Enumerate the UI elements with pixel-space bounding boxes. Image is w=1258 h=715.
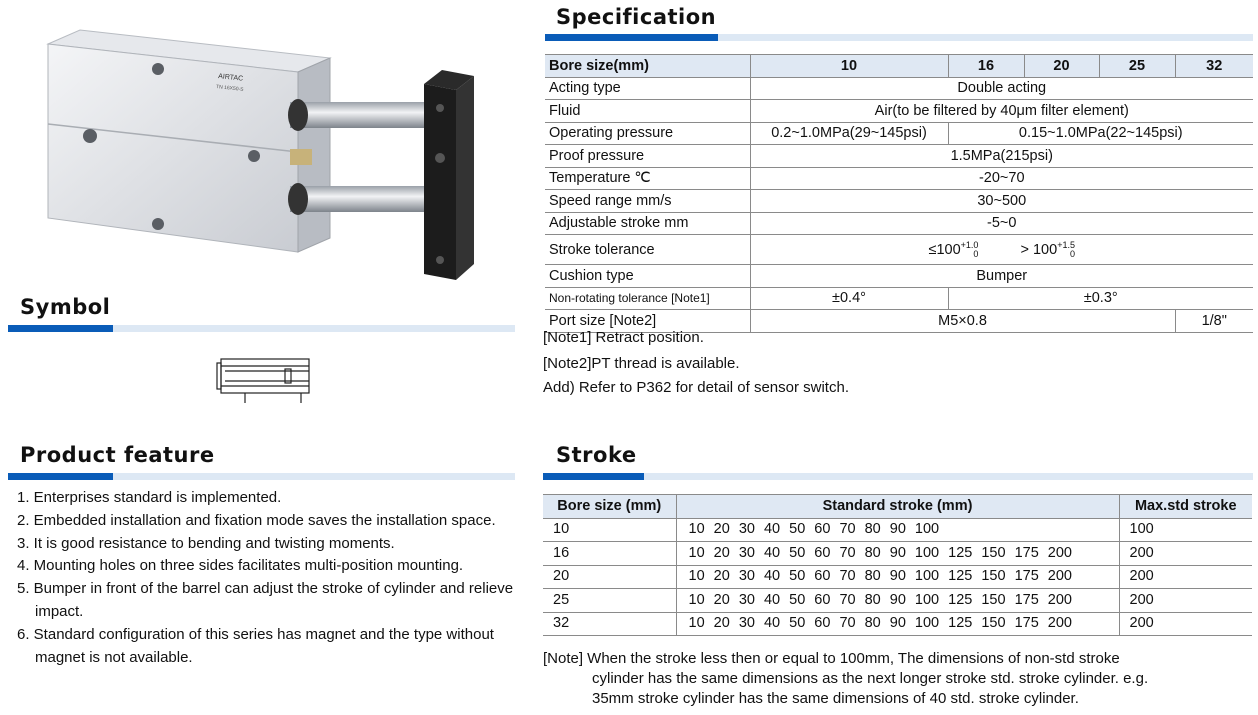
- brand-label: AIRTAC: [217, 73, 244, 83]
- stroke-values: 10 20 30 40 50 60 70 80 90 100 125 150 175 200: [676, 589, 1119, 613]
- spec-label: Adjustable stroke mm: [545, 212, 750, 235]
- stroke-bore: 20: [543, 565, 676, 589]
- stroke-header-cell: Max.std stroke: [1119, 495, 1252, 519]
- spec-row: [545, 145, 1253, 168]
- stroke-note-line: cylinder has the same dimensions as the next longer stroke std. stroke cylinder. e.g.: [592, 670, 1149, 687]
- spec-value: 0.2~1.0MPa(29~145psi): [750, 122, 948, 145]
- stroke-bore: 10: [543, 518, 676, 542]
- spec-header-cell: 16: [948, 55, 1024, 78]
- spec-value: Double acting: [750, 77, 1253, 100]
- tol-b-sub: 0: [1069, 249, 1075, 259]
- stroke-max: 200: [1119, 542, 1252, 566]
- spec-title: Specification: [556, 5, 717, 29]
- stroke-bore: 32: [543, 612, 676, 636]
- spec-table: [545, 54, 1253, 333]
- stroke-row: [543, 612, 1252, 636]
- spec-header-cell: Bore size(mm): [545, 55, 750, 78]
- spec-header-row: [545, 55, 1253, 78]
- spec-row: [545, 167, 1253, 190]
- spec-row: [545, 212, 1253, 235]
- stroke-note-line: 35mm stroke cylinder has the same dimensions of 40 std. stroke cylinder.: [592, 690, 1079, 707]
- stroke-header-cell: Bore size (mm): [543, 495, 676, 519]
- stroke-row: [543, 518, 1252, 542]
- spec-value: -5~0: [750, 212, 1253, 235]
- spec-value: 0.15~1.0MPa(22~145psi): [948, 122, 1253, 145]
- spec-note: [Note2]PT thread is available.: [543, 355, 740, 372]
- feature-item: 5. Bumper in front of the barrel can adjust the stroke of cylinder and relieve impact.: [17, 580, 514, 620]
- tol-a-sub: 0: [973, 249, 979, 259]
- spec-label: Port size [Note2]: [545, 310, 750, 333]
- tol-a-sup: +1.0: [960, 240, 979, 250]
- spec-label: Speed range mm/s: [545, 190, 750, 213]
- spec-row: [545, 265, 1253, 288]
- spec-value: Air(to be filtered by 40μm filter element): [750, 100, 1253, 123]
- stroke-max: 100: [1119, 518, 1252, 542]
- stroke-values: 10 20 30 40 50 60 70 80 90 100 125 150 175 200: [676, 542, 1119, 566]
- spec-header-cell: 20: [1024, 55, 1099, 78]
- symbol-title: Symbol: [20, 295, 111, 319]
- spec-value: 1.5MPa(215psi): [750, 145, 1253, 168]
- spec-value: ±0.4°: [750, 287, 948, 310]
- spec-row: [545, 190, 1253, 213]
- spec-title-bar: [545, 34, 1253, 41]
- feature-item: 2. Embedded installation and fixation mode saves the installation space.: [17, 511, 496, 529]
- spec-note: [Note1] Retract position.: [543, 329, 704, 346]
- spec-value: ±0.3°: [948, 287, 1253, 310]
- spec-value: M5×0.8: [750, 310, 1175, 333]
- spec-header-cell: 25: [1099, 55, 1175, 78]
- spec-row: [545, 100, 1253, 123]
- spec-value: Bumper: [750, 265, 1253, 288]
- spec-label: Operating pressure: [545, 122, 750, 145]
- stroke-row: [543, 542, 1252, 566]
- spec-row: [545, 287, 1253, 310]
- stroke-table: [543, 494, 1252, 636]
- stroke-bore: 25: [543, 589, 676, 613]
- spec-value: [750, 235, 1253, 265]
- spec-value: 30~500: [750, 190, 1253, 213]
- spec-label: Cushion type: [545, 265, 750, 288]
- symbol-title-bar: [8, 325, 515, 332]
- spec-label: Temperature ℃: [545, 167, 750, 190]
- spec-row: [545, 122, 1253, 145]
- spec-label: Non-rotating tolerance [Note1]: [545, 287, 750, 310]
- stroke-max: 200: [1119, 565, 1252, 589]
- stroke-bore: 16: [543, 542, 676, 566]
- spec-label: Stroke tolerance: [545, 235, 750, 265]
- spec-header-cell: 32: [1175, 55, 1253, 78]
- spec-header-cell: 10: [750, 55, 948, 78]
- cylinder-symbol: [215, 357, 311, 405]
- spec-label: Fluid: [545, 100, 750, 123]
- stroke-note: [543, 649, 1255, 709]
- tol-b-sup: +1.5: [1057, 240, 1075, 250]
- stroke-max: 200: [1119, 612, 1252, 636]
- feature-item: 3. It is good resistance to bending and twisting moments.: [17, 534, 395, 552]
- stroke-note-line: [Note] When the stroke less then or equal to 100mm, The dimensions of non-std stroke: [543, 650, 1120, 667]
- stroke-header-row: [543, 495, 1252, 519]
- feature-item: 1. Enterprises standard is implemented.: [17, 489, 282, 506]
- spec-row: [545, 77, 1253, 100]
- spec-label: Proof pressure: [545, 145, 750, 168]
- spec-row: [545, 235, 1253, 265]
- stroke-row: [543, 589, 1252, 613]
- spec-value: -20~70: [750, 167, 1253, 190]
- stroke-header-cell: Standard stroke (mm): [676, 495, 1119, 519]
- stroke-title: Stroke: [556, 443, 637, 467]
- stroke-title-bar: [543, 473, 1253, 480]
- product-image: [40, 28, 480, 290]
- model-label: TN 16X50-S: [215, 84, 244, 93]
- feature-list: [17, 487, 532, 669]
- stroke-row: [543, 565, 1252, 589]
- feature-title: Product feature: [20, 443, 215, 467]
- stroke-values: 10 20 30 40 50 60 70 80 90 100: [676, 518, 1119, 542]
- stroke-max: 200: [1119, 589, 1252, 613]
- feature-title-bar: [8, 473, 515, 480]
- tol-a: ≤100: [928, 242, 961, 258]
- stroke-values: 10 20 30 40 50 60 70 80 90 100 125 150 175 200: [676, 612, 1119, 636]
- tol-b: > 100: [1020, 242, 1058, 258]
- spec-note: Add) Refer to P362 for detail of sensor switch.: [543, 379, 849, 396]
- feature-item: 4. Mounting holes on three sides facilitates multi-position mounting.: [17, 557, 464, 575]
- spec-value: 1/8": [1175, 310, 1253, 333]
- feature-item: 6. Standard configuration of this series has magnet and the type without magnet is not available.: [17, 625, 494, 666]
- stroke-values: 10 20 30 40 50 60 70 80 90 100 125 150 175 200: [676, 565, 1119, 589]
- spec-label: Acting type: [545, 77, 750, 100]
